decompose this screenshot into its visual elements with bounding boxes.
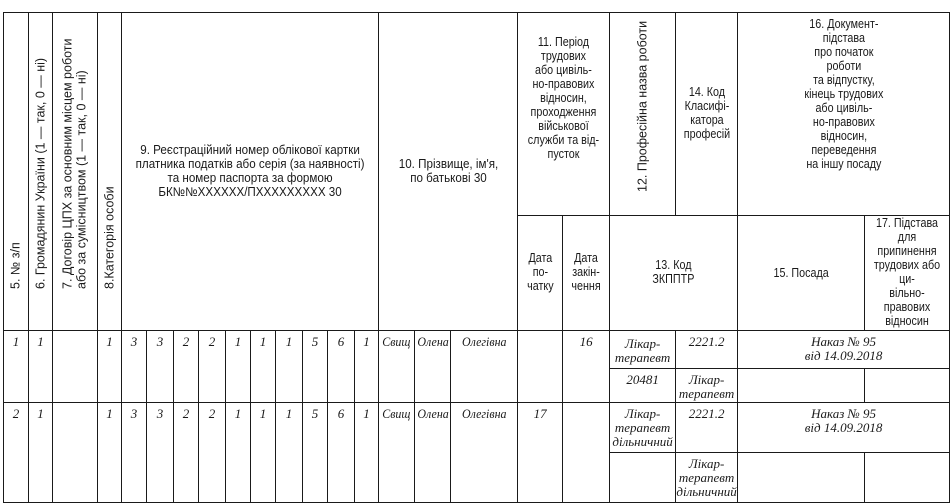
zkpptr-code <box>610 453 676 503</box>
table-row <box>4 331 950 369</box>
row-number: 2 <box>4 403 29 503</box>
termination-basis <box>738 369 865 403</box>
header-col-13: 13. Код ЗКППТР <box>610 216 738 331</box>
header-col-7: 7. Договір ЦПХ за основним місцем роботи або за сумісництвом (1 — так, 0 — ні) <box>53 13 98 331</box>
tax-id-digit: 1 <box>355 331 379 403</box>
tax-id-digit: 3 <box>147 331 174 403</box>
header-col-12: 12. Професійна назва роботи <box>610 13 676 216</box>
basis-document: Наказ № 95 від 14.09.2018 <box>738 331 950 369</box>
tax-id-digit: 5 <box>303 331 328 403</box>
tax-id-digit: 1 <box>276 403 303 503</box>
header-col-10: 10. Прізвище, ім'я, по батькові 30 <box>379 13 518 331</box>
position-name: Лікар- терапевт дільничний <box>676 453 738 503</box>
patronymic: Олегівна <box>451 403 518 503</box>
tax-id-digit: 3 <box>122 331 147 403</box>
header-col-15: 15. Посада <box>738 216 865 331</box>
start-date <box>518 331 563 403</box>
tax-id-digit: 1 <box>226 331 251 403</box>
header-col-6: 6. Громадянин України (1 — так, 0 — ні) <box>29 13 53 331</box>
header-col-11-start-date: Дата по- чатку <box>518 216 563 331</box>
person-category: 1 <box>98 331 122 403</box>
end-date: 16 <box>563 331 610 403</box>
profession-name: Лікар- терапевт дільничний <box>610 403 676 453</box>
table-row <box>4 403 950 453</box>
contract-flag <box>53 331 98 403</box>
tax-id-digit: 2 <box>174 331 199 403</box>
tax-id-digit: 6 <box>328 403 355 503</box>
termination-basis <box>738 453 865 503</box>
patronymic: Олегівна <box>451 331 518 403</box>
tax-id-digit: 1 <box>251 403 276 503</box>
header-col-14: 14. Код Класифі- катора професій <box>676 13 738 216</box>
tax-id-digit: 2 <box>199 331 226 403</box>
first-name: Олена <box>415 331 451 403</box>
position-name: Лікар- терапевт <box>676 369 738 403</box>
surname: Свищ <box>379 403 415 503</box>
tax-id-digit: 1 <box>355 403 379 503</box>
tax-id-digit: 5 <box>303 403 328 503</box>
header-col-16: 16. Документ- підстава про початок роботи та відпустку, кінець трудових або цивіль- но-правових відносин, переведення на іншу посаду <box>738 13 950 216</box>
person-category: 1 <box>98 403 122 503</box>
header-col-5: 5. № з/п <box>4 13 29 331</box>
tax-id-digit: 1 <box>251 331 276 403</box>
basis-document: Наказ № 95 від 14.09.2018 <box>738 403 950 453</box>
citizen-flag: 1 <box>29 403 53 503</box>
tax-id-digit: 3 <box>122 403 147 503</box>
tax-id-digit: 1 <box>226 403 251 503</box>
surname: Свищ <box>379 331 415 403</box>
tax-id-digit: 3 <box>147 403 174 503</box>
military-rank <box>865 453 950 503</box>
contract-flag <box>53 403 98 503</box>
profession-name: Лікар- терапевт <box>610 331 676 369</box>
tax-id-digit: 2 <box>199 403 226 503</box>
row-number: 1 <box>4 331 29 403</box>
tax-id-digit: 1 <box>276 331 303 403</box>
classifier-code: 2221.2 <box>676 403 738 453</box>
classifier-code: 2221.2 <box>676 331 738 369</box>
tax-id-digit: 6 <box>328 331 355 403</box>
military-rank <box>865 369 950 403</box>
zkpptr-code: 20481 <box>610 369 676 403</box>
header-col-11: 11. Період трудових або цивіль- но-правових відносин, проходження військової служби та від- пусток <box>518 13 610 216</box>
end-date <box>563 403 610 503</box>
start-date: 17 <box>518 403 563 503</box>
first-name: Олена <box>415 403 451 503</box>
header-col-9: 9. Реєстраційний номер облікової картки платника податків або серія (за наявності) та номер паспорта за формою БК№№ХХХХХХ/ПХХХХХХХХХ 30 <box>122 13 379 331</box>
tax-id-digit: 2 <box>174 403 199 503</box>
citizen-flag: 1 <box>29 331 53 403</box>
header-col-17: 17. Підстава для припинення трудових або ци- вільно-правових відносин <box>865 216 950 331</box>
header-col-8: 8.Категорія особи <box>98 13 122 331</box>
personnel-report-table <box>3 12 950 503</box>
header-col-11-end-date: Дата закін- чення <box>563 216 610 331</box>
